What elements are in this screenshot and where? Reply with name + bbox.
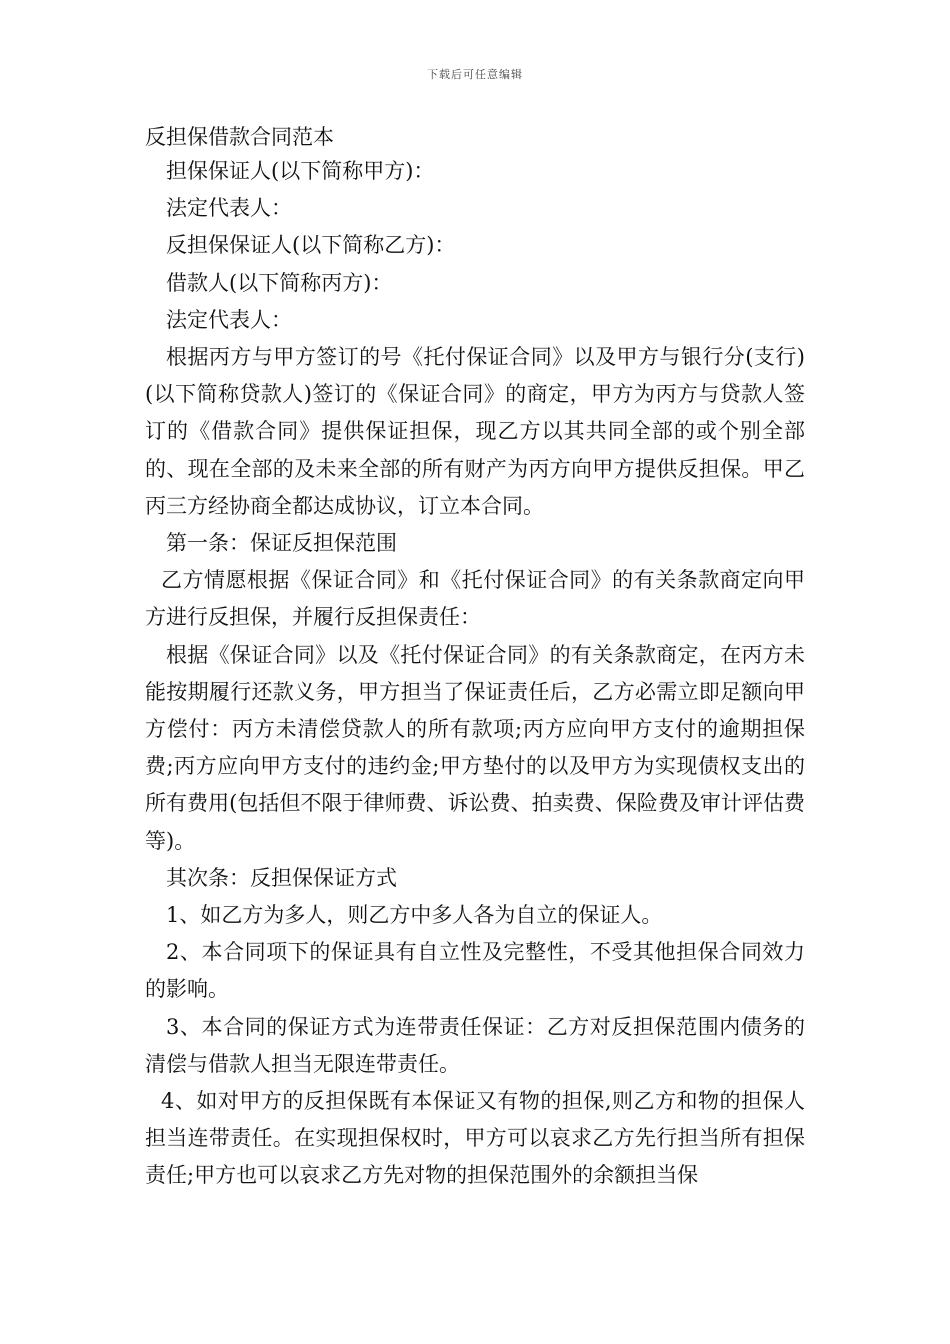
article-2-item-2: 2、本合同项下的保证具有自立性及完整性，不受其他担保合同效力的影响。 bbox=[145, 940, 805, 1002]
page-header: 下载后可任意编辑 bbox=[427, 68, 523, 81]
legal-rep-line: 法定代表人： bbox=[166, 196, 292, 221]
article-2-heading: 其次条：反担保保证方式 bbox=[166, 865, 397, 890]
preamble-paragraph: 根据丙方与甲方签订的号《托付保证合同》以及甲方与银行分(支行)(以下简称贷款人)签订的《保证合同》的商定，甲方为丙方与贷款人签订的《借款合同》提供保证担保，现乙方以其共同全部的或个别全部的、现在全部的及未来全部的所有财产为丙方向甲方提供反担保。甲乙丙三方经协商全都达成协议，订立本合同。 bbox=[145, 345, 805, 518]
legal-rep-line-2: 法定代表人： bbox=[166, 307, 292, 332]
party-b-line: 反担保保证人(以下简称乙方)： bbox=[166, 233, 456, 258]
document-title: 反担保借款合同范本 bbox=[145, 125, 334, 149]
document-body bbox=[145, 153, 805, 1195]
article-1-paragraph-1: 乙方情愿根据《保证合同》和《托付保证合同》的有关条款商定向甲方进行反担保，并履行反担保责任： bbox=[145, 568, 805, 630]
article-2-item-3: 3、本合同的保证方式为连带责任保证：乙方对反担保范围内债务的清偿与借款人担当无限连带责任。 bbox=[145, 1014, 805, 1076]
article-2-item-1: 1、如乙方为多人，则乙方中多人各为自立的保证人。 bbox=[166, 903, 663, 928]
article-2-item-4: 4、如对甲方的反担保既有本保证又有物的担保,则乙方和物的担保人担当连带责任。在实现担保权时，甲方可以哀求乙方先行担当所有担保责任;甲方也可以哀求乙方先对物的担保范围外的余额担当保 bbox=[145, 1089, 805, 1188]
article-1-paragraph-2: 根据《保证合同》以及《托付保证合同》的有关条款商定，在丙方未能按期履行还款义务，甲方担当了保证责任后，乙方必需立即足额向甲方偿付：丙方未清偿贷款人的所有款项;丙方应向甲方支付的逾期担保费;丙方应向甲方支付的违约金;甲方垫付的以及甲方为实现债权支出的所有费用(包括但不限于律师费、诉讼费、拍卖费、保险费及审计评估费等)。 bbox=[145, 642, 805, 853]
article-1-heading: 第一条：保证反担保范围 bbox=[166, 531, 397, 556]
party-c-line: 借款人(以下简称丙方)： bbox=[166, 270, 393, 295]
party-a-line: 担保保证人(以下简称甲方)： bbox=[166, 159, 435, 183]
